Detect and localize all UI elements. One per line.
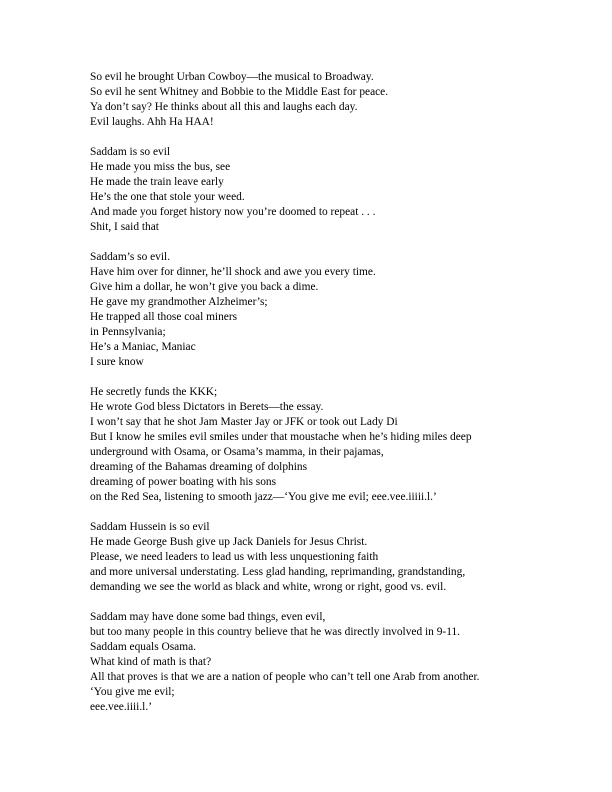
poem-line: underground with Osama, or Osama’s mamma, in their pajamas, [90,446,384,458]
poem-line: Ya don’t say? He thinks about all this and laughs each day. [90,101,358,113]
poem-line: And made you forget history now you’re doomed to repeat . . . [90,206,376,218]
poem-line: He secretly funds the KKK; [90,386,218,398]
poem-line: I won’t say that he shot Jam Master Jay or JFK or took out Lady Di [90,416,398,428]
poem-line: He made George Bush give up Jack Daniels for Jesus Christ. [90,536,368,548]
poem-line: He’s the one that stole your weed. [90,191,245,203]
poem-line: Saddam equals Osama. [90,641,196,653]
poem-line: and more universal understating. Less glad handing, reprimanding, grandstanding, [90,566,466,578]
poem-line: in Pennsylvania; [90,326,166,338]
poem-line: Saddam’s so evil. [90,251,171,263]
poem-line: All that proves is that we are a nation of people who can’t tell one Arab from another. [90,671,480,683]
poem-line: But I know he smiles evil smiles under that moustache when he’s hiding miles deep [90,431,472,443]
poem-line: dreaming of the Bahamas dreaming of dolphins [90,461,308,473]
poem-line: He trapped all those coal miners [90,311,238,323]
poem-line: He’s a Maniac, Maniac [90,341,196,353]
poem-line: Evil laughs. Ahh Ha HAA! [90,116,214,128]
poem-line: Saddam may have done some bad things, even evil, [90,611,326,623]
poem-line: Saddam is so evil [90,146,171,158]
poem-line: He wrote God bless Dictators in Berets—the essay. [90,401,324,413]
poem-line: Shit, I said that [90,221,159,233]
poem-line: Give him a dollar, he won’t give you back a dime. [90,281,319,293]
stanza [90,385,590,505]
stanza [90,520,590,595]
poem-line: Have him over for dinner, he’ll shock and awe you every time. [90,266,376,278]
poem-line: on the Red Sea, listening to smooth jazz—‘You give me evil; eee.vee.iiiii.l.’ [90,491,437,503]
poem-line: He made you miss the bus, see [90,161,231,173]
poem-line: but too many people in this country believe that he was directly involved in 9-11. [90,626,461,638]
poem-line: What kind of math is that? [90,656,212,668]
poem-line: ‘You give me evil; [90,686,175,698]
stanza [90,610,590,715]
poem-line: I sure know [90,356,144,368]
poem-line: eee.vee.iiii.l.’ [90,701,152,713]
poem-line: He gave my grandmother Alzheimer’s; [90,296,268,308]
poem-line: Please, we need leaders to lead us with less unquestioning faith [90,551,379,563]
poem-line: So evil he sent Whitney and Bobbie to the Middle East for peace. [90,86,389,98]
poem-line: dreaming of power boating with his sons [90,476,277,488]
stanza [90,250,590,370]
poem-line: So evil he brought Urban Cowboy—the musical to Broadway. [90,71,374,83]
poem-line: demanding we see the world as black and white, wrong or right, good vs. evil. [90,581,447,593]
stanza [90,145,590,235]
poem-line: Saddam Hussein is so evil [90,521,210,533]
stanza [90,70,590,130]
poem-body [90,70,590,730]
poem-line: He made the train leave early [90,176,224,188]
